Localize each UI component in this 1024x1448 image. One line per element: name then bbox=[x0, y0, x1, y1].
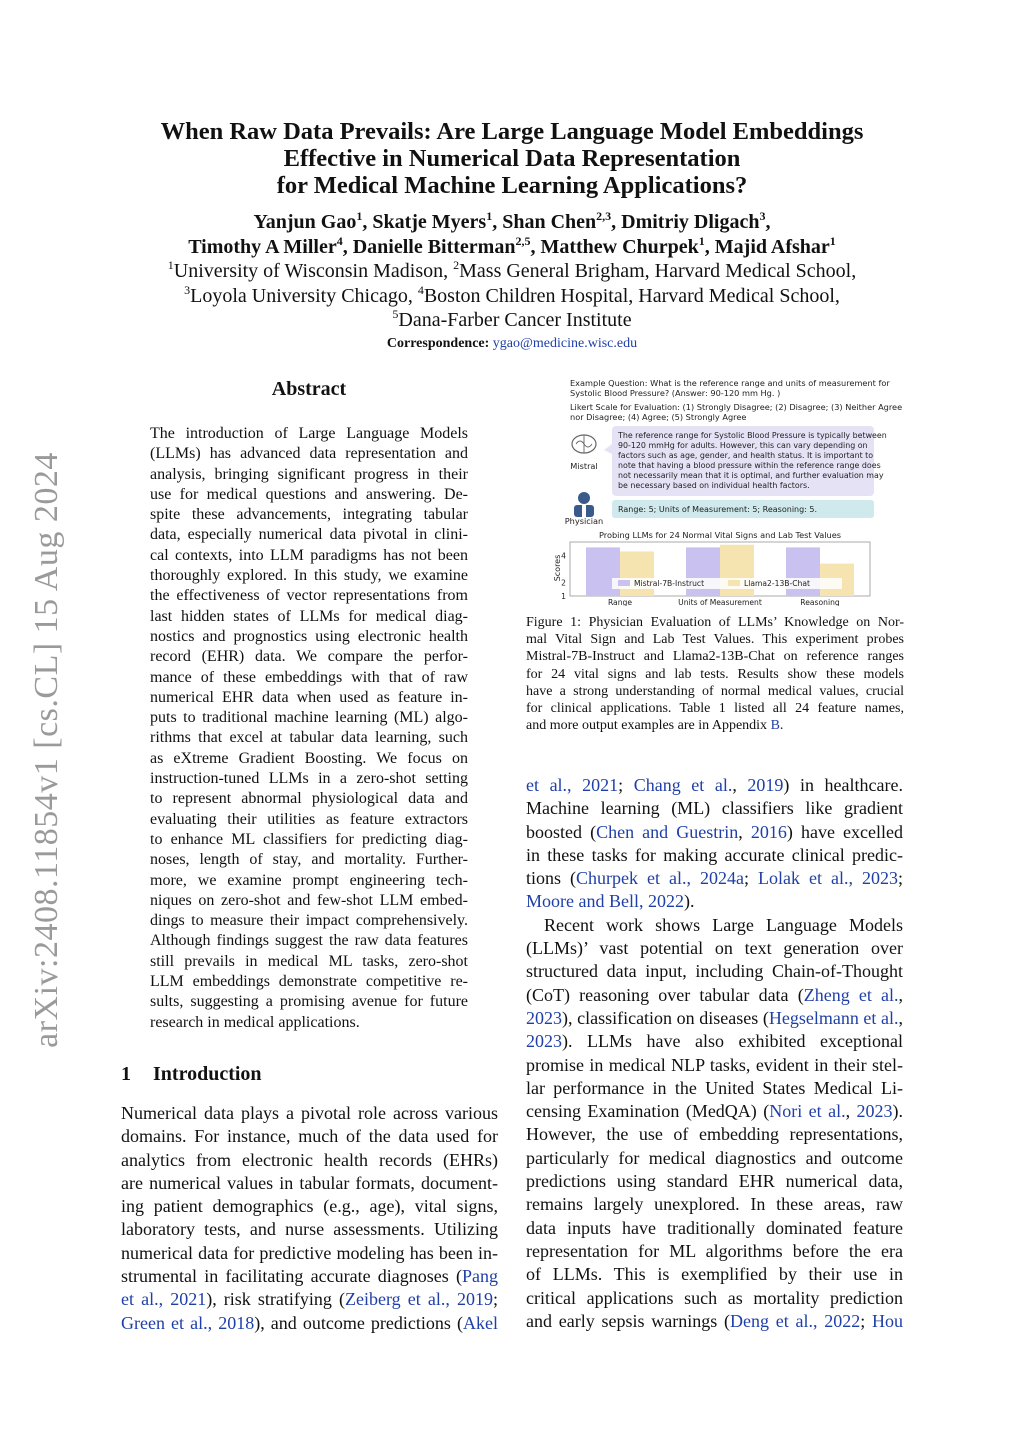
text-run: ; bbox=[618, 775, 634, 795]
author: , Skatje Myers bbox=[362, 211, 487, 233]
text-run: ), risk stratifying ( bbox=[206, 1289, 346, 1310]
affil-mark: 5 bbox=[392, 307, 399, 321]
fig-mistral-label: Mistral bbox=[570, 461, 598, 471]
physician-icon bbox=[574, 492, 594, 517]
affiliations bbox=[120, 259, 904, 333]
body-line bbox=[526, 821, 903, 844]
text-run: censing Examination (MedQA) ( bbox=[526, 1101, 770, 1122]
body-line: Recent work shows Large Language Models bbox=[544, 914, 903, 935]
body-line: critical applications such as mortality prediction bbox=[526, 1287, 903, 1308]
abstract-line: to represent abnormal physiological data and bbox=[150, 790, 468, 808]
abstract-line: evaluating their utilities as feature extractors bbox=[150, 810, 468, 828]
author-line bbox=[120, 235, 904, 260]
abstract-line: puts to traditional machine learning (ML) algo- bbox=[150, 709, 468, 727]
abstract-line: analysis, bringing significant progress in their bbox=[150, 465, 468, 483]
abstract-line: sults, suggesting a promising avenue for future bbox=[150, 993, 468, 1011]
text-run: and more output examples are in Appendix bbox=[526, 718, 771, 734]
caption-line: mal Vital Sign and Lab Test Values. This experiment probes bbox=[526, 632, 904, 648]
body-line: predictions using standard EHR numerical data, bbox=[526, 1171, 903, 1192]
text-run: , bbox=[738, 821, 751, 842]
body-line: However, the use of embedding representations, bbox=[526, 1124, 903, 1145]
body-line bbox=[526, 1030, 903, 1053]
author-affil-mark: 1 bbox=[486, 209, 493, 223]
author-affil-mark: 3 bbox=[759, 209, 766, 223]
affiliation: Loyola University Chicago, bbox=[190, 284, 418, 307]
citation-link[interactable]: Chen and Guestrin bbox=[596, 821, 739, 842]
body-line: ing patient demographics (e.g., age), vital signs, bbox=[121, 1196, 498, 1217]
abstract-line: the effectiveness of vector representations from bbox=[150, 587, 468, 605]
correspondence-label: Correspondence: bbox=[386, 336, 490, 351]
body-line: particularly for medical diagnostics and outcome bbox=[526, 1147, 903, 1168]
x-tick-label: Range bbox=[607, 598, 633, 606]
figure-1 bbox=[540, 374, 910, 606]
title-line: Effective in Numerical Data Representation bbox=[283, 145, 741, 172]
affiliation: Dana-Farber Cancer Institute bbox=[398, 309, 632, 331]
body-line bbox=[121, 1265, 498, 1288]
abstract-line: rithms that excel at tabular data learning, such bbox=[150, 729, 468, 747]
abstract-line: nostics and prognostics using electronic health bbox=[150, 627, 468, 645]
appendix-link[interactable]: B bbox=[770, 718, 780, 734]
text-run: ; bbox=[897, 868, 903, 889]
abstract-line: record (EHR) data. We compare the perfor- bbox=[150, 648, 468, 666]
legend-swatch bbox=[728, 580, 740, 586]
citation-link[interactable]: 2023 bbox=[856, 1101, 893, 1122]
abstract-line: as eXtreme Gradient Boosting. We focus on bbox=[150, 749, 468, 767]
text-run: , bbox=[845, 1101, 857, 1122]
text-run: ), classification on diseases ( bbox=[562, 1007, 769, 1028]
text-run: ). LLMs have also exhibited exceptional bbox=[562, 1031, 903, 1052]
abstract-line: Although findings suggest the raw data features bbox=[150, 932, 468, 950]
legend-label: Llama2-13B-Chat bbox=[744, 579, 810, 588]
caption-line: Figure 1: Physician Evaluation of LLMs’ Knowledge on Nor- bbox=[526, 615, 904, 630]
text-run: ). bbox=[892, 1101, 904, 1122]
text-run: ; bbox=[492, 1289, 498, 1310]
chart-plot-area bbox=[553, 542, 870, 606]
body-line: Numerical data plays a pivotal role across various bbox=[121, 1103, 498, 1123]
mistral-text-line: not necessarily mean that it is optimal, and further evaluation may bbox=[618, 471, 884, 480]
title-line: When Raw Data Prevails: Are Large Language Model Embeddings bbox=[160, 118, 864, 145]
x-tick-label: Reasoning bbox=[800, 598, 840, 606]
caption-line bbox=[526, 717, 904, 734]
text-run: ; bbox=[860, 1310, 872, 1331]
body-line bbox=[526, 890, 903, 913]
affil-mark: 4 bbox=[417, 282, 424, 297]
body-line: Machine learning (ML) classifiers like gradient bbox=[526, 798, 903, 819]
caption-line: for 24 vital signs and lab tests. Results show these models bbox=[526, 666, 904, 682]
mistral-text-line: note that having a blood pressure within the reference range does bbox=[618, 461, 881, 470]
citation-link[interactable]: Pang bbox=[462, 1266, 498, 1287]
y-tick-label: 4 bbox=[561, 551, 566, 561]
author-affil-mark: 4 bbox=[336, 234, 343, 248]
caption-line: have a strong understanding of normal medical values, crucial bbox=[526, 683, 904, 699]
fig-question: Example Question: What is the reference range and units of measurement for bbox=[570, 378, 890, 388]
text-run: . bbox=[779, 718, 784, 734]
citation-link[interactable]: 2023 bbox=[526, 1031, 562, 1052]
mistral-text-line: The reference range for Systolic Blood Pressure is typically between bbox=[618, 431, 887, 440]
author: Timothy A Miller bbox=[188, 236, 337, 258]
author-affil-mark: 2,5 bbox=[515, 234, 531, 248]
abstract-line: data, especially numerical data pivotal in clini- bbox=[150, 526, 468, 544]
affiliation: Mass General Brigham, Harvard Medical School, bbox=[459, 260, 857, 282]
author-affil-mark: 1 bbox=[829, 234, 836, 248]
arxiv-sidebar-stamp bbox=[12, 445, 82, 1055]
author-affil-mark: 2,3 bbox=[596, 209, 612, 223]
affil-mark: 1 bbox=[167, 258, 174, 272]
citation-link[interactable]: Zheng et al. bbox=[803, 984, 899, 1005]
author: Yanjun Gao bbox=[253, 211, 357, 233]
section-title: Introduction bbox=[153, 1063, 262, 1085]
citation-link[interactable]: Hegselmann et al. bbox=[768, 1007, 899, 1028]
y-tick-label: 2 bbox=[561, 578, 566, 588]
text-run: and early sepsis warnings ( bbox=[526, 1310, 730, 1331]
author-separator: , bbox=[765, 211, 771, 233]
body-line: data inputs have traditionally dominated feature bbox=[526, 1217, 903, 1238]
citation-link[interactable]: Chang et al. bbox=[633, 775, 733, 795]
author: , Matthew Churpek bbox=[530, 236, 699, 258]
author: , Dmitriy Dligach bbox=[611, 211, 760, 233]
text-run: tions ( bbox=[526, 868, 577, 889]
body-line: in these tasks for making accurate clinical predic- bbox=[526, 844, 903, 865]
affil-mark: 3 bbox=[184, 282, 191, 297]
physician-rating-text: Range: 5; Units of Measurement: 5; Reasoning: 5. bbox=[618, 505, 818, 514]
abstract-line: instruction-tuned LLMs in a zero-shot setting bbox=[150, 770, 468, 788]
legend-swatch bbox=[618, 580, 630, 586]
body-line: lar performance in the United States Medical Li- bbox=[526, 1077, 903, 1098]
body-line: laboratory tests, and nurse assessments. Utilizing bbox=[121, 1219, 498, 1240]
affil-mark: 2 bbox=[453, 258, 460, 272]
body-line bbox=[526, 1310, 903, 1333]
legend-label: Mistral-7B-Instruct bbox=[634, 579, 705, 588]
abstract-line: noses, length of stay, and mortality. Further- bbox=[150, 851, 468, 869]
citation-link[interactable]: 2019 bbox=[747, 775, 784, 795]
abstract-line: mance of these embeddings with that of raw bbox=[150, 668, 468, 686]
x-tick-label: Units of Measurement bbox=[678, 598, 762, 606]
citation-link[interactable]: Green et al., 2018 bbox=[121, 1312, 255, 1333]
section-number: 1 bbox=[121, 1063, 131, 1085]
arxiv-id: arXiv:2408.11854v1 [cs.CL] 15 Aug 2024 bbox=[28, 452, 65, 1048]
correspondence bbox=[120, 336, 904, 352]
chart-y-label: Scores bbox=[553, 554, 562, 582]
abstract-line: niques on zero-shot and few-shot LLM embed- bbox=[150, 891, 468, 909]
caption-line: Mistral-7B-Instruct and Llama2-13B-Chat on reference ranges bbox=[526, 649, 904, 665]
abstract-line: dings to measure their impact comprehensively. bbox=[150, 912, 468, 930]
citation-link[interactable]: Deng et al., 2022 bbox=[729, 1310, 861, 1331]
text-run: ). bbox=[683, 891, 695, 912]
text-run: , bbox=[898, 984, 903, 1005]
citation-link[interactable]: Churpek et al., 2024a bbox=[576, 868, 744, 889]
chart-title: Probing LLMs for 24 Normal Vital Signs and Lab Test Values bbox=[599, 530, 841, 540]
section-heading bbox=[121, 1063, 262, 1086]
abstract-line: use for medical questions and answering. De- bbox=[150, 485, 468, 503]
body-line bbox=[121, 1288, 498, 1311]
citation-link[interactable]: et al., 2021 bbox=[121, 1289, 207, 1310]
abstract-body bbox=[150, 424, 468, 1033]
abstract-line: The introduction of Large Language Models bbox=[150, 425, 468, 442]
abstract-line: LLM embeddings demonstrate competitive re- bbox=[150, 973, 468, 991]
text-run: , bbox=[898, 1007, 903, 1028]
author-line bbox=[120, 210, 904, 235]
affiliation: University of Wisconsin Madison, bbox=[173, 260, 454, 282]
body-line: remains largely unexplored. In these areas, raw bbox=[526, 1194, 903, 1215]
author-list bbox=[120, 210, 904, 260]
citation-link[interactable]: Moore and Bell, 2022 bbox=[526, 891, 684, 912]
right-column-text bbox=[526, 774, 903, 1333]
body-line bbox=[526, 1100, 903, 1123]
abstract-line: last hidden states of LLMs for medical diag- bbox=[150, 607, 468, 625]
y-tick-label: 1 bbox=[561, 592, 566, 601]
author-affil-mark: 1 bbox=[356, 209, 363, 223]
text-run: (CoT) reasoning over tabular data ( bbox=[526, 984, 804, 1005]
chart-legend bbox=[612, 578, 842, 589]
brain-icon bbox=[572, 435, 596, 453]
body-line: of LLMs. This is exemplified by their use in bbox=[526, 1264, 903, 1285]
body-line bbox=[121, 1312, 498, 1335]
text-run: ; bbox=[743, 868, 758, 889]
figure-1-graphic bbox=[540, 374, 910, 606]
body-line: promise in medical NLP tasks, evident in their stel- bbox=[526, 1054, 903, 1075]
text-run: , bbox=[732, 775, 748, 795]
body-line bbox=[526, 984, 903, 1007]
text-run: ), and outcome predictions ( bbox=[254, 1312, 463, 1333]
abstract-line: (LLMs) has advanced data representation and bbox=[150, 445, 468, 463]
text-run: ) in healthcare. bbox=[783, 775, 903, 795]
affiliation-line bbox=[120, 259, 904, 284]
citation-link[interactable]: Zeiberg et al., 2019 bbox=[345, 1289, 493, 1310]
bar-llama2-13b-chat bbox=[620, 551, 654, 596]
bubble-tail bbox=[604, 444, 612, 454]
mistral-text-line: 90-120 mmHg for adults. However, this can vary depending on bbox=[618, 441, 868, 450]
citation-link[interactable]: Nori et al. bbox=[769, 1101, 846, 1122]
intro-paragraph bbox=[121, 1102, 498, 1335]
fig-likert: nor Disagree; (4) Agree; (5) Strongly Agree bbox=[570, 412, 747, 422]
abstract-line: numerical EHR data when used as feature in- bbox=[150, 688, 468, 706]
abstract-line: more, we examine prompt engineering tech- bbox=[150, 871, 468, 889]
affiliation-line bbox=[120, 308, 904, 333]
body-line: are numerical values in tabular formats, document- bbox=[121, 1172, 498, 1193]
text-run: boosted ( bbox=[526, 821, 597, 842]
title-line: for Medical Machine Learning Applications? bbox=[276, 172, 748, 199]
text-run: ) have excelled bbox=[786, 821, 903, 842]
abstract-line: research in medical applications. bbox=[150, 1013, 360, 1031]
paper-title bbox=[120, 118, 904, 199]
author: , Shan Chen bbox=[492, 211, 597, 233]
body-line bbox=[526, 867, 903, 890]
affiliation: Boston Children Hospital, Harvard Medical School, bbox=[423, 284, 840, 307]
citation-link[interactable]: Akel bbox=[463, 1312, 498, 1333]
body-line: (LLMs)’ vast potential on text generation over bbox=[526, 938, 903, 959]
citation-link[interactable]: et al., 2021 bbox=[526, 775, 619, 795]
abstract-line: to enhance ML classifiers for predicting diag- bbox=[150, 830, 468, 848]
author-affil-mark: 1 bbox=[698, 234, 705, 248]
body-line bbox=[526, 774, 903, 797]
abstract-line: spite these advancements, integrating tabular bbox=[150, 506, 468, 524]
fig-likert: Likert Scale for Evaluation: (1) Strongly Disagree; (2) Disagree; (3) Neither Agree bbox=[570, 402, 903, 412]
body-line bbox=[526, 1007, 903, 1030]
citation-link[interactable]: Lolak et al., 2023 bbox=[758, 868, 898, 889]
abstract-line: still prevails in medical ML tasks, zero-shot bbox=[150, 952, 468, 970]
citation-link[interactable]: Hou bbox=[872, 1310, 903, 1331]
author: , Majid Afshar bbox=[704, 236, 830, 258]
body-line: representation for ML algorithms before the era bbox=[526, 1240, 903, 1261]
author: , Danielle Bitterman bbox=[342, 236, 516, 258]
caption-line: for clinical applications. Table 1 listed all 24 feature names, bbox=[526, 701, 904, 717]
affiliation-line bbox=[120, 284, 904, 309]
citation-link[interactable]: 2023 bbox=[526, 1007, 562, 1028]
abstract-line: cal contexts, into LLM paradigms has not been bbox=[150, 546, 468, 564]
mistral-text-line: factors such as age, gender, and health status. It is important to bbox=[618, 451, 874, 460]
mistral-text-line: be necessary based on individual health factors. bbox=[618, 481, 810, 490]
correspondence-email-link[interactable]: ygao@medicine.wisc.edu bbox=[492, 336, 638, 351]
text-run: strumental in facilitating accurate diagnoses ( bbox=[121, 1266, 462, 1287]
fig-physician-label: Physician bbox=[564, 516, 604, 526]
citation-link[interactable]: 2016 bbox=[750, 821, 787, 842]
abstract-heading: Abstract bbox=[271, 378, 347, 400]
abstract-line: thoroughly explored. In this study, we examine bbox=[150, 567, 468, 585]
body-line: structured data input, including Chain-of-Thought bbox=[526, 961, 903, 982]
body-line: analytics from electronic health records (EHRs) bbox=[121, 1149, 498, 1170]
body-line: domains. For instance, much of the data used for bbox=[121, 1126, 498, 1147]
fig-question: Systolic Blood Pressure? (Answer: 90-120 mm Hg. ) bbox=[570, 388, 781, 398]
body-line: numerical data for predictive modeling has been in- bbox=[121, 1242, 498, 1263]
figure-1-caption bbox=[526, 614, 904, 734]
